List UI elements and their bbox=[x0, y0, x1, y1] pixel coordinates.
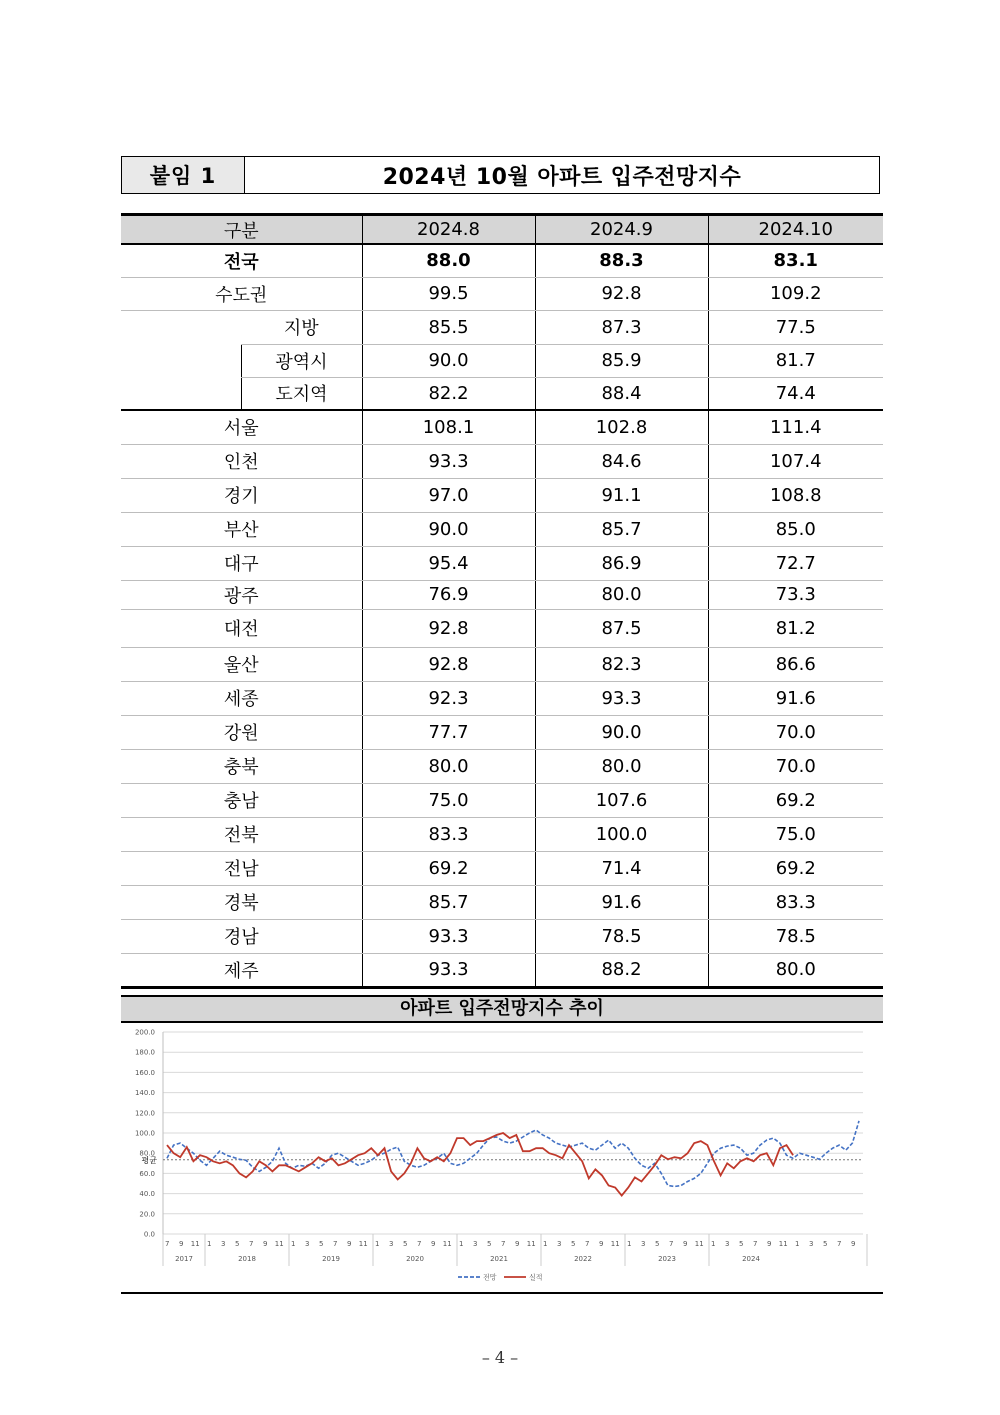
cell-value: 75.0 bbox=[362, 783, 535, 817]
attachment-tag: 붙임 1 bbox=[122, 157, 245, 193]
chart-title: 아파트 입주전망지수 추이 bbox=[121, 995, 883, 1023]
x-tick-label: 1 bbox=[626, 1240, 632, 1248]
x-tick-label: 11 bbox=[274, 1240, 284, 1248]
attachment-title-box bbox=[121, 156, 880, 194]
table-row bbox=[121, 919, 883, 953]
x-tick-label: 7 bbox=[836, 1240, 842, 1248]
x-tick-label: 5 bbox=[318, 1240, 324, 1248]
x-tick-label: 9 bbox=[682, 1240, 688, 1248]
cell-value: 107.6 bbox=[535, 783, 708, 817]
cell-value: 92.8 bbox=[362, 647, 535, 681]
row-label: 지방 bbox=[241, 310, 362, 344]
x-tick-label: 3 bbox=[472, 1240, 478, 1248]
indent-cell bbox=[121, 310, 241, 344]
x-tick-label: 11 bbox=[442, 1240, 452, 1248]
x-tick-label: 5 bbox=[234, 1240, 240, 1248]
table-row bbox=[121, 647, 883, 681]
row-label: 경기 bbox=[121, 478, 362, 512]
cell-value: 74.4 bbox=[708, 377, 883, 410]
cell-value: 85.0 bbox=[708, 512, 883, 546]
row-label: 강원 bbox=[121, 715, 362, 749]
column-header: 2024.8 bbox=[362, 215, 535, 245]
cell-value: 90.0 bbox=[535, 715, 708, 749]
cell-value: 92.3 bbox=[362, 681, 535, 715]
cell-value: 82.2 bbox=[362, 377, 535, 410]
cell-value: 80.0 bbox=[535, 580, 708, 609]
cell-value: 88.0 bbox=[362, 244, 535, 277]
x-tick-label: 9 bbox=[514, 1240, 520, 1248]
table-row bbox=[121, 478, 883, 512]
year-label: 2021 bbox=[490, 1255, 508, 1263]
table-row-provinces bbox=[121, 310, 883, 344]
x-tick-label: 7 bbox=[416, 1240, 422, 1248]
column-header: 2024.10 bbox=[708, 215, 883, 245]
y-tick-label: 100.0 bbox=[134, 1129, 155, 1138]
cell-value: 92.8 bbox=[535, 277, 708, 310]
x-tick-label: 5 bbox=[402, 1240, 408, 1248]
table-row bbox=[121, 410, 883, 444]
row-label: 충북 bbox=[121, 749, 362, 783]
row-label: 부산 bbox=[121, 512, 362, 546]
trend-chart-section bbox=[121, 995, 883, 1294]
x-tick-label: 1 bbox=[710, 1240, 716, 1248]
cell-value: 92.8 bbox=[362, 609, 535, 647]
x-tick-label: 7 bbox=[164, 1240, 170, 1248]
cell-value: 90.0 bbox=[362, 344, 535, 377]
y-tick-label: 80.0 bbox=[139, 1149, 155, 1158]
cell-value: 69.2 bbox=[708, 783, 883, 817]
x-tick-label: 3 bbox=[640, 1240, 646, 1248]
row-label: 수도권 bbox=[121, 277, 362, 310]
cell-value: 77.7 bbox=[362, 715, 535, 749]
x-tick-label: 3 bbox=[388, 1240, 394, 1248]
table-row-national bbox=[121, 244, 883, 277]
table-row bbox=[121, 512, 883, 546]
average-label: 평균 bbox=[141, 1155, 157, 1165]
row-label: 경북 bbox=[121, 885, 362, 919]
x-tick-label: 9 bbox=[262, 1240, 268, 1248]
table-row-metro-cities bbox=[121, 344, 883, 377]
x-tick-label: 11 bbox=[694, 1240, 704, 1248]
row-label: 경남 bbox=[121, 919, 362, 953]
x-tick-label: 5 bbox=[570, 1240, 576, 1248]
cell-value: 86.9 bbox=[535, 546, 708, 580]
year-label: 2023 bbox=[658, 1255, 676, 1263]
table-row bbox=[121, 609, 883, 647]
x-tick-label: 3 bbox=[220, 1240, 226, 1248]
row-label: 전국 bbox=[121, 244, 362, 277]
table-row-capital-area bbox=[121, 277, 883, 310]
column-header: 2024.9 bbox=[535, 215, 708, 245]
row-label: 대전 bbox=[121, 609, 362, 647]
cell-value: 82.3 bbox=[535, 647, 708, 681]
legend-label: 실적 bbox=[529, 1273, 543, 1282]
y-tick-label: 40.0 bbox=[139, 1190, 155, 1199]
cell-value: 95.4 bbox=[362, 546, 535, 580]
year-label: 2019 bbox=[322, 1255, 340, 1263]
cell-value: 111.4 bbox=[708, 410, 883, 444]
x-tick-label: 7 bbox=[584, 1240, 590, 1248]
x-tick-label: 9 bbox=[178, 1240, 184, 1248]
x-tick-label: 3 bbox=[724, 1240, 730, 1248]
x-tick-label: 7 bbox=[668, 1240, 674, 1248]
year-label: 2024 bbox=[742, 1255, 760, 1263]
index-table bbox=[121, 213, 883, 989]
row-label: 서울 bbox=[121, 410, 362, 444]
y-tick-label: 200.0 bbox=[134, 1028, 155, 1037]
cell-value: 85.9 bbox=[535, 344, 708, 377]
cell-value: 97.0 bbox=[362, 478, 535, 512]
cell-value: 88.2 bbox=[535, 953, 708, 987]
x-tick-label: 1 bbox=[206, 1240, 212, 1248]
cell-value: 93.3 bbox=[535, 681, 708, 715]
cell-value: 70.0 bbox=[708, 715, 883, 749]
document-title: 2024년 10월 아파트 입주전망지수 bbox=[382, 164, 742, 190]
year-label: 2018 bbox=[238, 1255, 256, 1263]
row-label: 인천 bbox=[121, 444, 362, 478]
cell-value: 91.6 bbox=[535, 885, 708, 919]
cell-value: 99.5 bbox=[362, 277, 535, 310]
table-row bbox=[121, 681, 883, 715]
table-row bbox=[121, 851, 883, 885]
x-tick-label: 1 bbox=[458, 1240, 464, 1248]
cell-value: 85.7 bbox=[362, 885, 535, 919]
x-tick-label: 1 bbox=[374, 1240, 380, 1248]
cell-value: 78.5 bbox=[535, 919, 708, 953]
x-tick-label: 3 bbox=[808, 1240, 814, 1248]
row-label: 세종 bbox=[121, 681, 362, 715]
cell-value: 86.6 bbox=[708, 647, 883, 681]
table-row bbox=[121, 885, 883, 919]
cell-value: 73.3 bbox=[708, 580, 883, 609]
cell-value: 87.5 bbox=[535, 609, 708, 647]
cell-value: 109.2 bbox=[708, 277, 883, 310]
x-tick-label: 11 bbox=[190, 1240, 200, 1248]
cell-value: 108.1 bbox=[362, 410, 535, 444]
cell-value: 83.1 bbox=[708, 244, 883, 277]
row-label: 대구 bbox=[121, 546, 362, 580]
trend-line-chart bbox=[121, 1023, 883, 1285]
row-label: 충남 bbox=[121, 783, 362, 817]
y-tick-label: 20.0 bbox=[139, 1210, 155, 1219]
x-tick-label: 5 bbox=[654, 1240, 660, 1248]
y-tick-label: 120.0 bbox=[134, 1109, 155, 1118]
table-row bbox=[121, 749, 883, 783]
x-tick-label: 9 bbox=[766, 1240, 772, 1248]
cell-value: 85.7 bbox=[535, 512, 708, 546]
x-tick-label: 7 bbox=[752, 1240, 758, 1248]
table-row bbox=[121, 715, 883, 749]
cell-value: 77.5 bbox=[708, 310, 883, 344]
indent-cell bbox=[121, 377, 241, 410]
cell-value: 72.7 bbox=[708, 546, 883, 580]
x-tick-label: 9 bbox=[850, 1240, 856, 1248]
cell-value: 81.7 bbox=[708, 344, 883, 377]
x-tick-label: 11 bbox=[358, 1240, 368, 1248]
x-tick-label: 1 bbox=[794, 1240, 800, 1248]
x-tick-label: 11 bbox=[778, 1240, 788, 1248]
x-tick-label: 5 bbox=[486, 1240, 492, 1248]
y-tick-label: 60.0 bbox=[139, 1169, 155, 1178]
y-tick-label: 140.0 bbox=[134, 1089, 155, 1098]
cell-value: 91.1 bbox=[535, 478, 708, 512]
row-label: 광주 bbox=[121, 580, 362, 609]
cell-value: 88.3 bbox=[535, 244, 708, 277]
cell-value: 75.0 bbox=[708, 817, 883, 851]
x-tick-label: 5 bbox=[738, 1240, 744, 1248]
x-tick-label: 7 bbox=[500, 1240, 506, 1248]
x-tick-label: 3 bbox=[556, 1240, 562, 1248]
cell-value: 108.8 bbox=[708, 478, 883, 512]
cell-value: 84.6 bbox=[535, 444, 708, 478]
y-tick-label: 160.0 bbox=[134, 1068, 155, 1077]
cell-value: 83.3 bbox=[362, 817, 535, 851]
y-tick-label: 180.0 bbox=[134, 1048, 155, 1057]
row-label: 전남 bbox=[121, 851, 362, 885]
year-label: 2020 bbox=[406, 1255, 424, 1263]
x-tick-label: 9 bbox=[430, 1240, 436, 1248]
table-row-provincial-areas bbox=[121, 377, 883, 410]
table-row bbox=[121, 444, 883, 478]
cell-value: 100.0 bbox=[535, 817, 708, 851]
x-tick-label: 5 bbox=[822, 1240, 828, 1248]
cell-value: 69.2 bbox=[362, 851, 535, 885]
cell-value: 70.0 bbox=[708, 749, 883, 783]
x-tick-label: 1 bbox=[290, 1240, 296, 1248]
row-label: 광역시 bbox=[241, 344, 362, 377]
cell-value: 93.3 bbox=[362, 953, 535, 987]
cell-value: 107.4 bbox=[708, 444, 883, 478]
cell-value: 102.8 bbox=[535, 410, 708, 444]
row-label: 전북 bbox=[121, 817, 362, 851]
x-tick-label: 7 bbox=[248, 1240, 254, 1248]
year-label: 2017 bbox=[175, 1255, 193, 1263]
cell-value: 93.3 bbox=[362, 444, 535, 478]
cell-value: 80.0 bbox=[535, 749, 708, 783]
cell-value: 78.5 bbox=[708, 919, 883, 953]
x-tick-label: 11 bbox=[610, 1240, 620, 1248]
x-tick-label: 11 bbox=[526, 1240, 536, 1248]
x-tick-label: 7 bbox=[332, 1240, 338, 1248]
table-row bbox=[121, 546, 883, 580]
cell-value: 83.3 bbox=[708, 885, 883, 919]
cell-value: 88.4 bbox=[535, 377, 708, 410]
row-label: 울산 bbox=[121, 647, 362, 681]
y-tick-label: 0.0 bbox=[143, 1230, 155, 1239]
year-label: 2022 bbox=[574, 1255, 592, 1263]
cell-value: 71.4 bbox=[535, 851, 708, 885]
table-row bbox=[121, 783, 883, 817]
legend-label: 전망 bbox=[483, 1273, 497, 1282]
row-label: 제주 bbox=[121, 953, 362, 987]
cell-value: 90.0 bbox=[362, 512, 535, 546]
x-tick-label: 9 bbox=[598, 1240, 604, 1248]
cell-value: 87.3 bbox=[535, 310, 708, 344]
cell-value: 80.0 bbox=[708, 953, 883, 987]
table-row bbox=[121, 580, 883, 609]
cell-value: 85.5 bbox=[362, 310, 535, 344]
page-number: – 4 – bbox=[481, 1348, 519, 1367]
cell-value: 69.2 bbox=[708, 851, 883, 885]
x-tick-label: 1 bbox=[542, 1240, 548, 1248]
cell-value: 91.6 bbox=[708, 681, 883, 715]
series-line-actual bbox=[167, 1133, 793, 1196]
cell-value: 76.9 bbox=[362, 580, 535, 609]
cell-value: 81.2 bbox=[708, 609, 883, 647]
cell-value: 80.0 bbox=[362, 749, 535, 783]
cell-value: 93.3 bbox=[362, 919, 535, 953]
row-label: 도지역 bbox=[241, 377, 362, 410]
table-row bbox=[121, 817, 883, 851]
table-row bbox=[121, 953, 883, 987]
table-header-row bbox=[121, 215, 883, 245]
column-header: 구분 bbox=[121, 215, 362, 245]
indent-cell bbox=[121, 344, 241, 377]
x-tick-label: 9 bbox=[346, 1240, 352, 1248]
x-tick-label: 3 bbox=[304, 1240, 310, 1248]
